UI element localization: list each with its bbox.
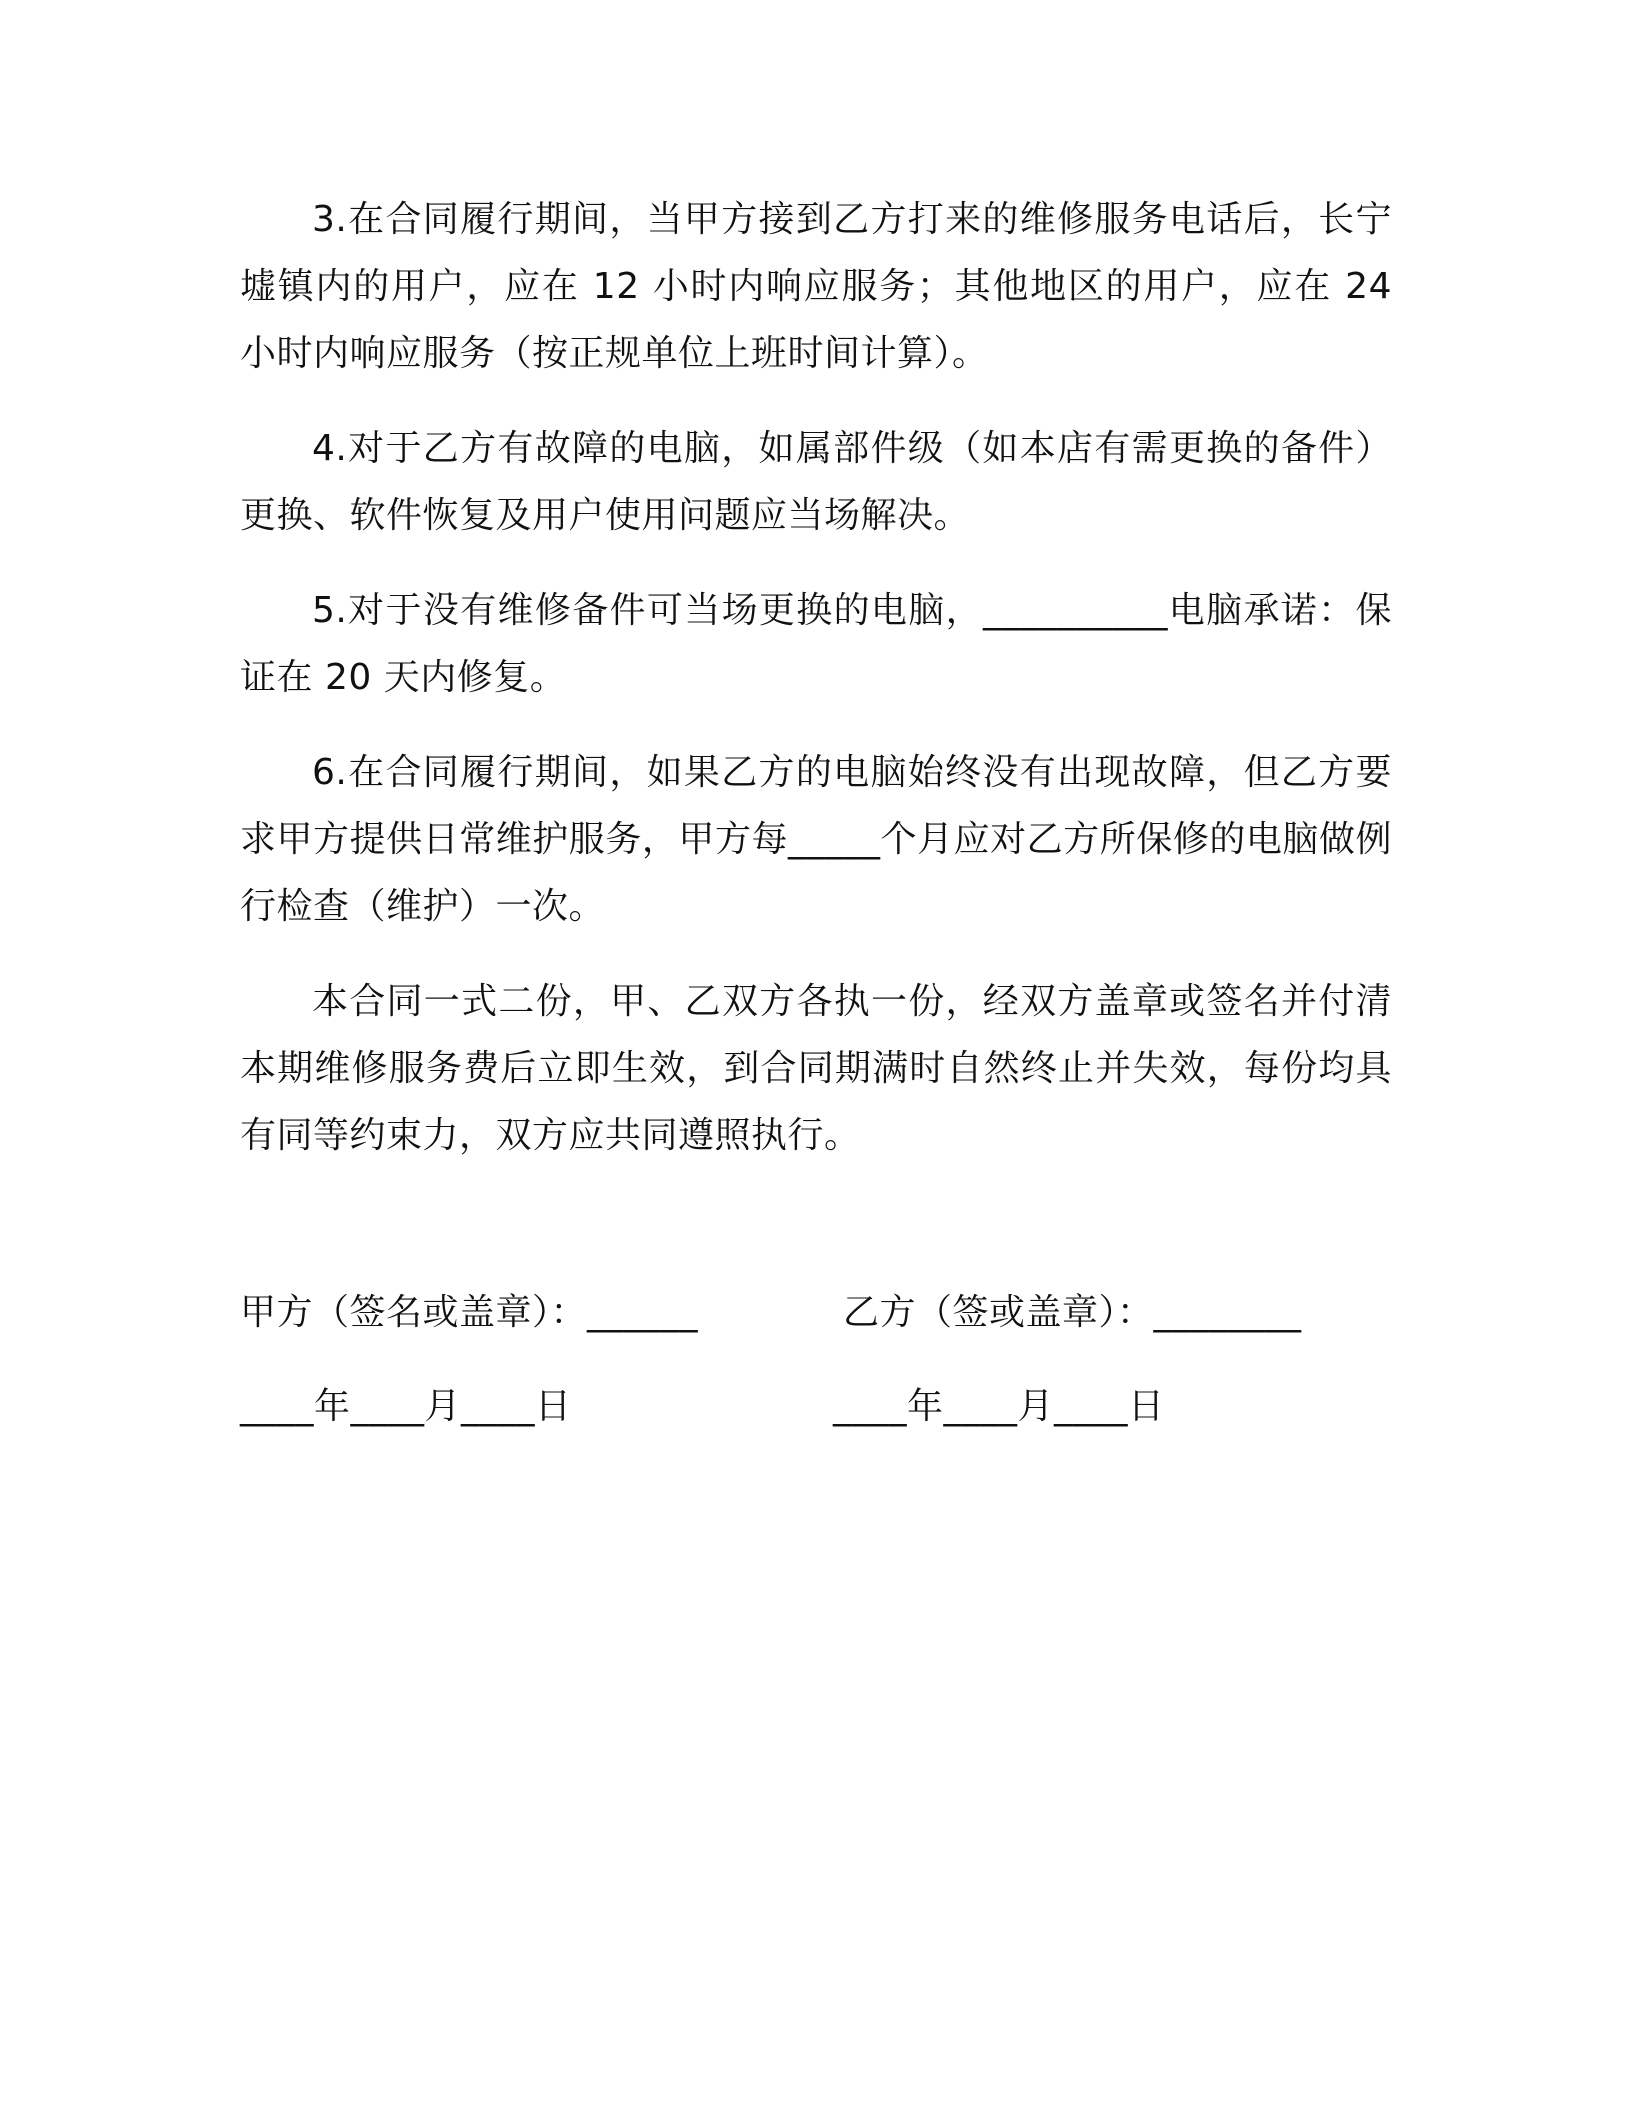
clause-4: 4.对于乙方有故障的电脑，如属部件级（如本店有需更换的备件）更换、软件恢复及用户使用问题应当场解决。: [240, 428, 1392, 536]
clause-5: 5.对于没有维修备件可当场更换的电脑，__________电脑承诺：保证在 20 天内修复。: [240, 590, 1392, 698]
party-a-date-line: ____年____月____日: [240, 1386, 572, 1427]
party-b-signature-line: 乙方（签或盖章）：________: [843, 1292, 1302, 1333]
contract-body: [240, 186, 1392, 1197]
party-a-signature-line: 甲方（签名或盖章）：______: [240, 1292, 699, 1333]
clause-6: 6.在合同履行期间，如果乙方的电脑始终没有出现故障，但乙方要求甲方提供日常维护服务，甲方每_____个月应对乙方所保修的电脑做例行检查（维护）一次。: [240, 752, 1392, 927]
party-b-date-line: ____年____月____日: [833, 1386, 1165, 1427]
clause-3: 3.在合同履行期间，当甲方接到乙方打来的维修服务电话后，长宁墟镇内的用户，应在 12 小时内响应服务；其他地区的用户，应在 24 小时内响应服务（按正规单位上班时间计算）。: [240, 199, 1392, 374]
closing-clause: 本合同一式二份，甲、乙双方各执一份，经双方盖章或签名并付清本期维修服务费后立即生效，到合同期满时自然终止并失效，每份均具有同等约束力，双方应共同遵照执行。: [240, 981, 1392, 1156]
